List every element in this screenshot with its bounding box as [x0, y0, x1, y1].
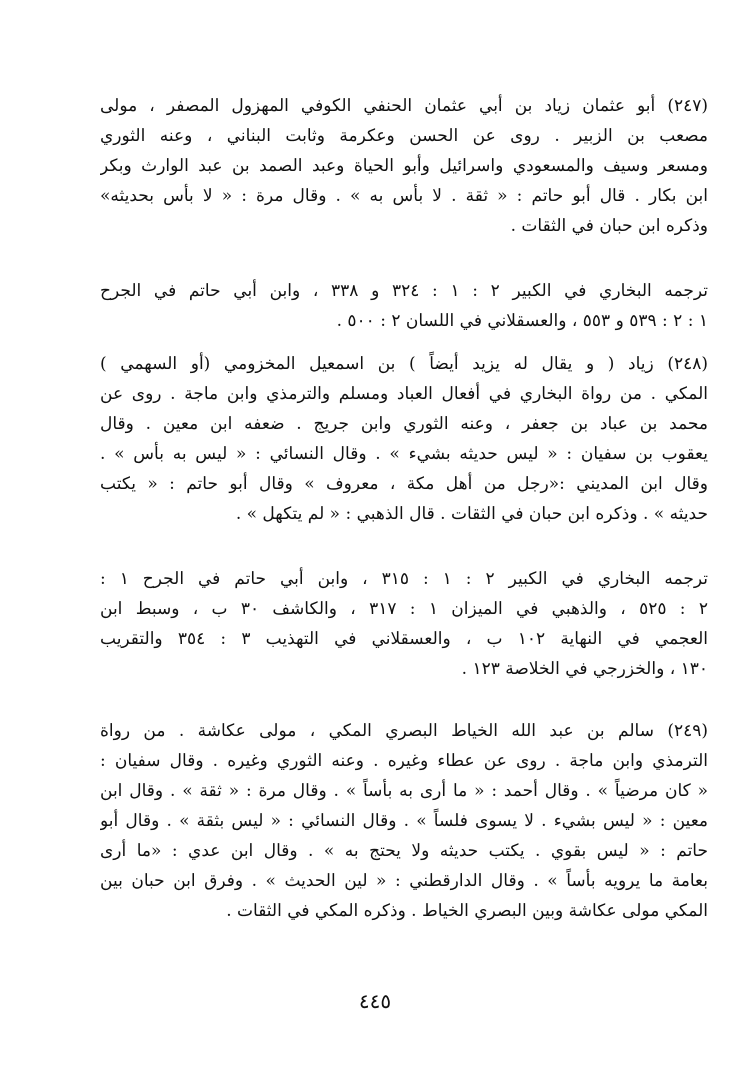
- entry-249-paragraph: [100, 716, 708, 926]
- entry-248-references: [100, 564, 708, 684]
- text-line: (٢٤٨) زياد ( و يقال له يزيد أيضاً ) بن اسمعيل المخزومي (أو السهمي ): [100, 354, 708, 374]
- text-line: ومسعر وسيف والمسعودي واسرائيل وأبو الحياة وعبد الصمد بن عبد الوارث وبكر: [100, 156, 708, 176]
- text-line: محمد بن عباد بن جعفر ، وعنه الثوري وابن جريج . ضعفه ابن معين . وقال: [100, 414, 708, 434]
- text-line: ترجمه البخاري في الكبير ٢ : ١ : ٣٢٤ و ٣٣٨ ، وابن أبي حاتم في الجرح: [100, 281, 708, 301]
- text-line: المكي مولى عكاشة وبين البصري الخياط . وذكره المكي في الثقات .: [226, 901, 708, 921]
- entry-247-paragraph: [100, 91, 708, 241]
- entry-247-references: [100, 276, 708, 336]
- page-number: ٤٤٥: [358, 989, 392, 1013]
- text-line: ترجمه البخاري في الكبير ٢ : ١ : ٣١٥ ، وابن أبي حاتم في الجرح ١ :: [100, 569, 708, 589]
- text-line: وذكره ابن حبان في الثقات .: [510, 216, 708, 236]
- text-line: بعامة ما يرويه بأساً » . وقال الدارقطني : « لين الحديث » . وفرق ابن حبان بين: [100, 871, 708, 891]
- text-line: « كان مرضياً » . وقال أحمد : « ما أرى به بأساً » . وقال مرة : « ثقة » . وقال ابن: [100, 781, 708, 801]
- text-line: وقال ابن المديني :«رجل من أهل مكة ، معروف » وقال أبو حاتم : « يكتب: [100, 474, 708, 494]
- text-line: ابن بكار . قال أبو حاتم : « ثقة . لا بأس به » . وقال مرة : « لا بأس بحديثه»: [100, 186, 708, 206]
- text-line: حديثه » . وذكره ابن حبان في الثقات . قال الذهبي : « لم يتكهل » .: [235, 504, 708, 524]
- text-line: معين : « ليس بشيء . لا يسوى فلساً » . وقال النسائي : « ليس بثقة » . وقال أبو: [100, 811, 708, 831]
- text-line: (٢٤٧) أبو عثمان زياد بن أبي عثمان الحنفي الكوفي المهزول المصفر ، مولى: [100, 96, 708, 116]
- text-line: (٢٤٩) سالم بن عبد الله الخياط البصري المكي ، مولى عكاشة . من رواة: [100, 721, 708, 741]
- entry-248-paragraph: [100, 349, 708, 529]
- text-line: المكي . من رواة البخاري في أفعال العباد ومسلم والترمذي وابن ماجة . روى عن: [100, 384, 708, 404]
- text-line: ١٣٠ ، والخزرجي في الخلاصة ١٢٣ .: [461, 659, 708, 679]
- text-line: يعقوب بن سفيان : « ليس حديثه بشيء » . وقال النسائي : « ليس به بأس » .: [100, 444, 708, 464]
- text-line: حاتم : « ليس بقوي . يكتب حديثه ولا يحتج به » . وقال ابن عدي : «ما أرى: [100, 841, 708, 861]
- text-line: الترمذي وابن ماجة . روى عن عطاء وغيره . وعنه الثوري وغيره . وقال سفيان :: [100, 751, 708, 771]
- text-line: ١ : ٢ : ٥٣٩ و ٥٥٣ ، والعسقلاني في اللسان ٢ : ٥٠٠ .: [336, 311, 708, 331]
- text-line: العجمي في النهاية ١٠٢ ب ، والعسقلاني في التهذيب ٣ : ٣٥٤ والتقريب: [100, 629, 708, 649]
- text-line: ٢ : ٥٢٥ ، والذهبي في الميزان ١ : ٣١٧ ، والكاشف ٣٠ ب ، وسبط ابن: [100, 599, 708, 619]
- text-line: مصعب بن الزبير . روى عن الحسن وعكرمة وثابت البناني ، وعنه الثوري: [100, 126, 708, 146]
